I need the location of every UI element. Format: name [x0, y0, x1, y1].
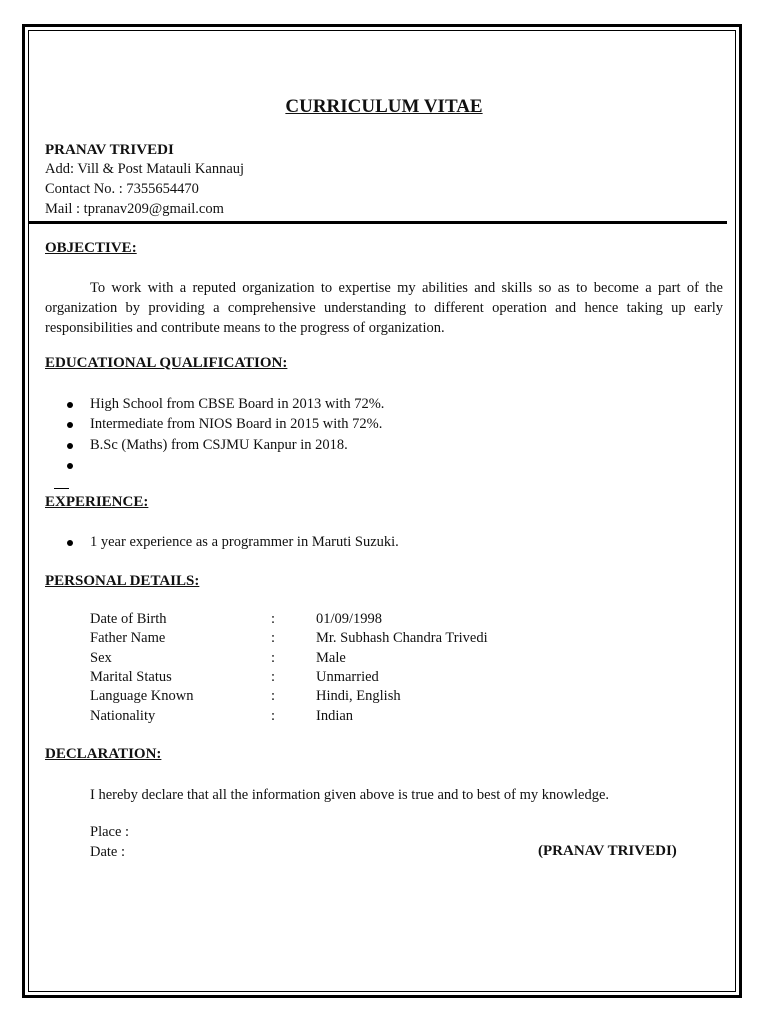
personal-value: 01/09/1998 — [316, 611, 383, 627]
personal-colon: : — [271, 611, 276, 627]
bullet-icon — [67, 463, 73, 469]
bullet-icon — [67, 443, 73, 449]
signature-name: (PRANAV TRIVEDI) — [538, 843, 677, 859]
document-title: CURRICULUM VITAE — [285, 96, 483, 117]
bullet-icon — [67, 422, 73, 428]
education-item: Intermediate from NIOS Board in 2015 with 72%. — [90, 416, 383, 432]
personal-label: Marital Status — [90, 669, 172, 685]
stray-underline — [54, 488, 69, 489]
education-item: High School from CBSE Board in 2013 with 72%. — [90, 396, 385, 412]
personal-value: Hindi, English — [316, 688, 401, 704]
personal-heading: PERSONAL DETAILS: — [45, 573, 200, 589]
bullet-icon — [67, 402, 73, 408]
personal-label: Sex — [90, 650, 112, 666]
personal-value: Mr. Subhash Chandra Trivedi — [316, 630, 488, 646]
objective-heading: OBJECTIVE: — [45, 240, 137, 256]
personal-value: Unmarried — [316, 669, 379, 685]
candidate-name: PRANAV TRIVEDI — [45, 142, 174, 158]
education-heading: EDUCATIONAL QUALIFICATION: — [45, 355, 288, 371]
personal-label: Nationality — [90, 708, 156, 724]
declaration-text: I hereby declare that all the information given above is true and to best of my knowledge. — [90, 787, 610, 803]
contact-line: Contact No. : 7355654470 — [45, 181, 199, 197]
personal-colon: : — [271, 708, 276, 724]
personal-label: Father Name — [90, 630, 166, 646]
personal-value: Male — [316, 650, 346, 666]
personal-colon: : — [271, 630, 276, 646]
personal-value: Indian — [316, 708, 354, 724]
bullet-icon — [67, 540, 73, 546]
address-line: Add: Vill & Post Matauli Kannauj — [45, 161, 245, 177]
header-divider — [29, 221, 727, 224]
mail-line: Mail : tpranav209@gmail.com — [45, 201, 224, 217]
date-label: Date : — [90, 844, 126, 860]
personal-colon: : — [271, 650, 276, 666]
place-label: Place : — [90, 824, 130, 840]
personal-label: Date of Birth — [90, 611, 167, 627]
education-item: B.Sc (Maths) from CSJMU Kanpur in 2018. — [90, 437, 348, 453]
objective-text: To work with a reputed organization to expertise my abilities and skills so as to become a part of the organization by providing a comprehensive understanding to different operation and hence taking up early responsibilities and contribute means to the progress of organization. — [45, 280, 723, 336]
declaration-heading: DECLARATION: — [45, 746, 162, 762]
experience-heading: EXPERIENCE: — [45, 494, 149, 510]
personal-colon: : — [271, 669, 276, 685]
experience-item: 1 year experience as a programmer in Maruti Suzuki. — [90, 534, 399, 550]
personal-colon: : — [271, 688, 276, 704]
personal-label: Language Known — [90, 688, 194, 704]
